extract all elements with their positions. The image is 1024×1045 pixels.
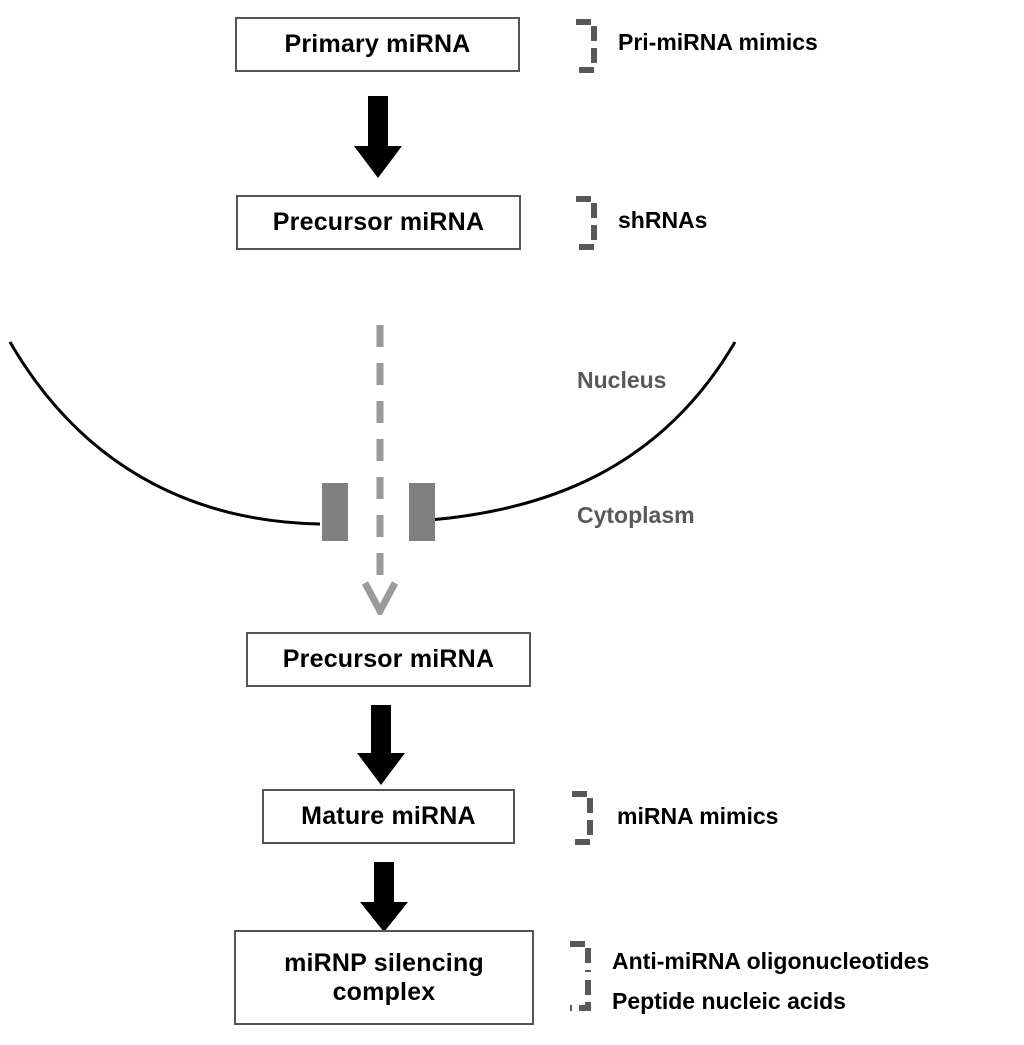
annotation-anti-mirna-oligonucleotides: Anti-miRNA oligonucleotides — [612, 948, 930, 974]
node-mirnp-silencing-complex-label: miRNP silencing complex — [284, 948, 484, 1006]
bracket-mirna-mimics — [568, 790, 598, 846]
node-primary-mirna — [235, 17, 520, 72]
annotation-mirna-mimics: miRNA mimics — [617, 803, 779, 829]
node-precursor-mirna-nucleus-label: Precursor miRNA — [272, 208, 485, 237]
bracket-antimirna-pna — [566, 940, 596, 1012]
node-primary-mirna-label: Primary miRNA — [284, 30, 471, 59]
annotation-peptide-nucleic-acids: Peptide nucleic acids — [612, 988, 846, 1014]
node-mirnp-silencing-complex — [234, 930, 534, 1025]
nuclear-pore-right — [409, 483, 435, 541]
bracket-pri-mirna-mimics — [572, 18, 602, 74]
annotation-pri-mirna-mimics: Pri-miRNA mimics — [618, 29, 818, 55]
arrow-primary-to-precursor — [352, 96, 404, 180]
bracket-shrnas — [572, 195, 602, 251]
node-precursor-mirna-cytoplasm — [246, 632, 531, 687]
annotation-shrnas: shRNAs — [618, 207, 708, 233]
region-label-nucleus: Nucleus — [577, 367, 667, 393]
node-precursor-mirna-cytoplasm-label: Precursor miRNA — [282, 645, 495, 674]
node-mature-mirna — [262, 789, 515, 844]
region-label-cytoplasm: Cytoplasm — [577, 502, 695, 528]
nuclear-pore-left — [322, 483, 348, 541]
arrow-precursor-to-mature — [355, 705, 407, 787]
arrow-mature-to-mirnp — [358, 862, 410, 934]
node-mature-mirna-label: Mature miRNA — [301, 802, 476, 831]
node-precursor-mirna-nucleus — [236, 195, 521, 250]
